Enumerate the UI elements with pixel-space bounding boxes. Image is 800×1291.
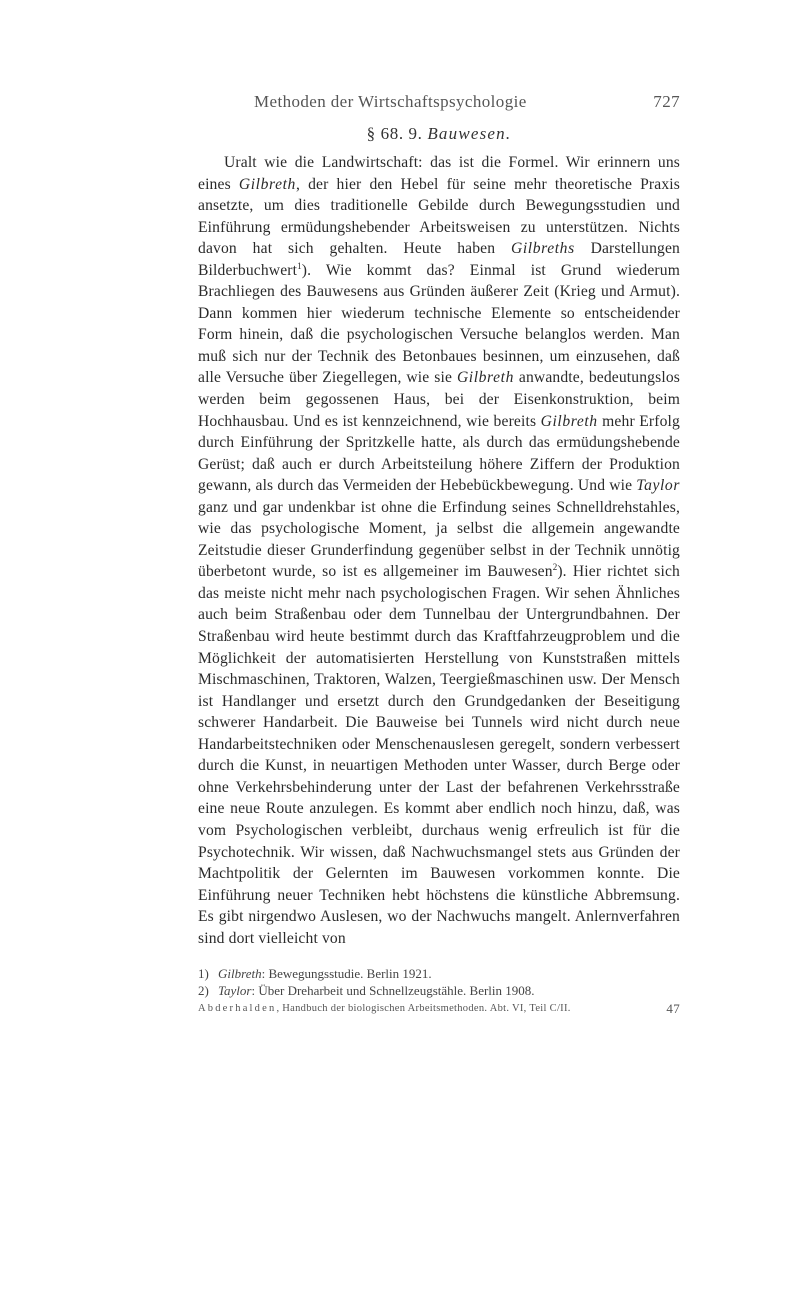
author-name: Gilbreth — [238, 175, 296, 193]
text-run: mehr Erfolg durch Einführung der Spritzkelle hatte, als durch das ermüdungshebende Gerüst; daß auch er durch Arbeitsteilung höhere Ziffern der Produktion gewann, als durch das Vermeiden der Hebebückbewegung. Und wie — [198, 412, 680, 495]
body-paragraph — [198, 152, 680, 949]
footnote-mark: 1) — [198, 965, 209, 981]
section-number: § 68. 9. — [366, 124, 423, 143]
section-title: Bauwesen. — [427, 124, 512, 143]
footnote-mark: 2) — [198, 982, 209, 998]
footnote-text: : Bewegungsstudie. Berlin 1921. — [261, 965, 432, 981]
footnote-author: Gilbreth — [218, 965, 262, 981]
author-name: Gilbreths — [511, 240, 575, 258]
author-name: Taylor — [636, 477, 680, 495]
footnote-ref: 1 — [297, 260, 302, 271]
running-head-title: Methoden der Wirtschaftspsychologie — [254, 92, 527, 111]
text-run: ). Wie kommt das? Einmal ist Grund wiederum Brachliegen des Bauwesens aus Gründen äußerer Zeit (Krieg und Armut). Dann kommen hier wiederum technische Elemente so entscheidender Form hinein, daß die psychologischen Versuche belanglos werden. Man muß sich nur der Technik des Betonbaues besinnen, um einzusehen, daß alle Versuche über Ziegellegen, wie sie — [198, 261, 680, 387]
text-run: ). Hier richtet sich das meiste nicht mehr nach psychologischen Fragen. Wir sehen Ähnliches auch beim Straßenbau oder dem Tunnelbau der Untergrundbahnen. Der Straßenbau wird heute bestimmt durch das Kraftfahrzeugproblem und die Möglichkeit der automatisierten Herstellung von Kunststraßen mittels Mischmaschinen, Traktoren, Walzen, Teergießmaschinen usw. Der Mensch ist Handlanger und ersetzt durch den Grundgedanken der Beseitigung schwerer Handarbeit. Die Bauweise bei Tunnels wird nicht durch neue Handarbeitstechniken oder Menschenauslesen geregelt, sondern verbessert durch die Kunst, in neuartigen Methoden unter Wasser, durch Berge oder ohne Verkehrsbehinderung unter der Last der befahrenen Verkehrsstraße eine neue Route anzulegen. Es kommt aber endlich noch hinzu, daß, was vom Psychologischen verbleibt, durchaus wenig erfreulich ist für die Psychotechnik. Wir wissen, daß Nachwuchsmangel stets aus Gründen der Machtpolitik der Gelernten im Bauwesen vorkommen konnte. Die Einführung neuer Techniken hebt höchstens die künstliche Abbremsung. Es gibt nirgendwo Auslesen, wo der Nachwuchs mangelt. Anlernverfahren sind dort vielleicht von — [198, 563, 680, 947]
author-name: Gilbreth — [540, 412, 598, 430]
text-run: Uralt wie die Landwirtschaft: das ist die Formel. Wir erinnern uns eines — [198, 154, 680, 193]
page-number: 727 — [653, 92, 680, 111]
footnote-text: : Über Dreharbeit und Schnellzeugstähle. Berlin 1908. — [251, 982, 535, 998]
footnote-ref: 2 — [552, 562, 558, 573]
book-page — [198, 92, 680, 1019]
text-run: , der hier den Hebel für seine mehr theoretische Praxis ansetzte, um dies traditionelle Gebilde durch Bewegungsstudien und Einführung ermüdungshebender Arbeitsweisen zu unterstützen. Nichts davon hat sich gehalten. Heute haben — [198, 175, 680, 258]
running-head — [198, 92, 680, 116]
text-run: ganz und gar undenkbar ist ohne die Erfindung seines Schnelldrehstahles, wie das psychologische Moment, ja selbst die allgemein angewandte Zeitstudie dieser Grunderfindung gegenüber selbst in der Technik unnötig überbetont wurde, so ist es allgemeiner im Bauwesen — [198, 498, 680, 581]
footnote-1 — [198, 965, 680, 982]
imprint-line — [198, 1000, 680, 1019]
imprint-text: , Handbuch der biologischen Arbeitsmethoden. Abt. VI, Teil C/II. — [276, 1002, 571, 1014]
text-run: anwandte, bedeutungslos werden beim gegossenen Haus, bei der Eisenkonstruktion, beim Hochhausbau. Und es ist kennzeichnend, wie bereits — [198, 369, 680, 430]
text-run: Darstellungen Bilderbuchwert — [198, 240, 680, 279]
signature-mark: 47 — [666, 1000, 680, 1016]
author-name: Gilbreth — [456, 369, 515, 387]
section-heading — [198, 124, 680, 144]
footnotes — [198, 965, 680, 999]
imprint-author: Abderhalden — [198, 1002, 277, 1014]
footnote-2 — [198, 982, 680, 999]
footnote-author: Taylor — [218, 982, 252, 998]
